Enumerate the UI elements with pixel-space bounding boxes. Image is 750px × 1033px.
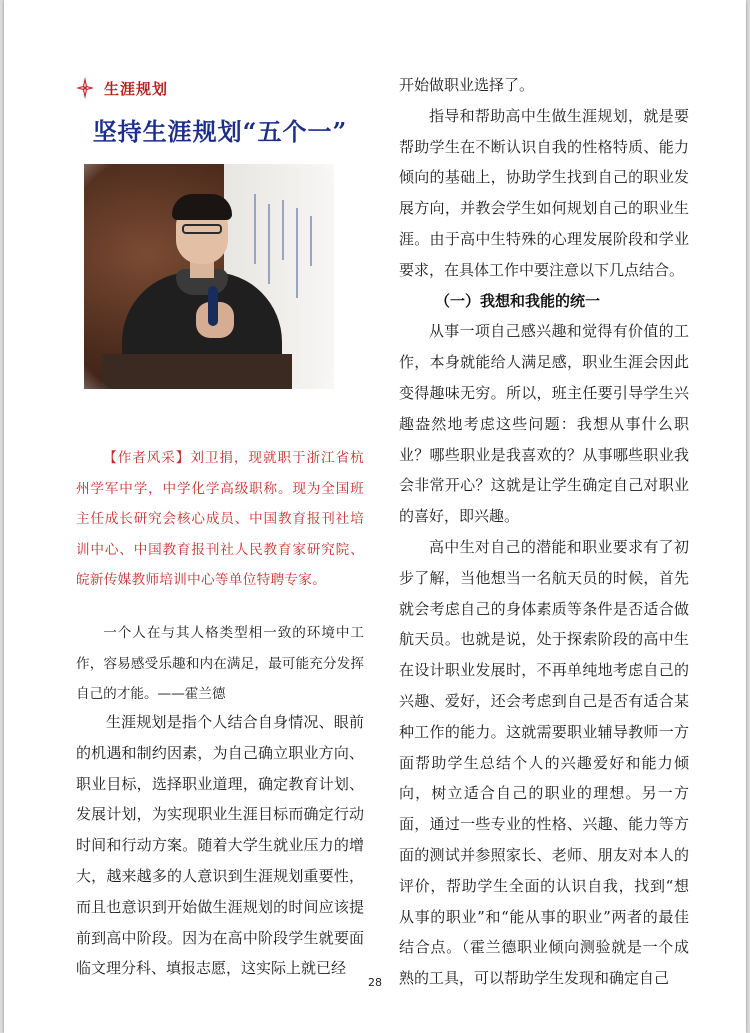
continuation-line: 开始做职业选择了。 <box>399 76 535 94</box>
author-photo <box>84 164 334 389</box>
subheading: （一）我想和我能的统一 <box>435 291 601 310</box>
document-page <box>4 0 746 1033</box>
microphone <box>208 286 218 326</box>
epigraph-quote: 一个人在与其人格类型相一致的环境中工作，容易感受乐趣和内在满足，最可能充分发挥自己的才能。——霍兰德 <box>76 625 364 703</box>
body-paragraph: 高中生对自己的潜能和职业要求有了初步了解，当他想当一名航天员的时候，首先就会考虑自己的身体素质等条件是否适合做航天员。也就是说，处于探索阶段的高中生在设计职业发展时，不再单纯地考虑自己的兴趣、爱好，还会考虑到自己是否有适合某种工作的能力。这就需要职业辅导教师一方面帮助学生总结个人的兴趣爱好和能力倾向，树立适合自己的职业的理想。另一方面，通过一些专业的性格、兴趣、能力等方面的测试并参照家长、老师、朋友对本人的评价，帮助学生全面的认识自我，找到“想从事的职业”和“能从事的职业”两者的最佳结合点。（霍兰德职业倾向测验就是一个成熟的工具，可以帮助学生发现和确定自己 <box>399 537 689 988</box>
red-four-point-star-icon <box>76 77 94 99</box>
section-label: 生涯规划 <box>104 79 169 98</box>
body-paragraph: 从事一项自己感兴趣和觉得有价值的工作，本身就能给人满足感，职业生涯会因此变得趣味无穷。所以，班主任要引导学生兴趣盎然地考虑这些问题：我想从事什么职业？哪些职业是我喜欢的？从事哪些职业我会非常开心？这就是让学生确定自己对职业的喜好，即兴趣。 <box>399 322 689 526</box>
section-tag <box>76 76 168 100</box>
body-paragraph: 指导和帮助高中生做生涯规划，就是要帮助学生在不断认识自我的性格特质、能力倾向的基础上，协助学生找到自己的职业发展方向，并教会学生如何规划自己的职业生涯。由于高中生特殊的心理发展阶段和学业要求，在具体工作中要注意以下几点结合。 <box>399 106 689 279</box>
left-column-body <box>76 707 364 984</box>
lectern <box>102 354 292 389</box>
glasses <box>182 224 222 234</box>
right-column-body <box>399 70 689 994</box>
page-number: 28 <box>368 976 382 989</box>
article-title: 坚持生涯规划“五个一” <box>92 117 348 146</box>
author-bio: 【作者风采】刘卫捐，现就职于浙江省杭州学军中学，中学化学高级职称。现为全国班主任成长研究会核心成员、中国教育报刊社培训中心、中国教育报刊社人民教育家研究院、皖新传媒教师培训中心等单位特聘专家。 <box>76 450 364 589</box>
body-paragraph: 生涯规划是指个人结合自身情况、眼前的机遇和制约因素，为自己确立职业方向、职业目标，选择职业道理，确定教育计划、发展计划，为实现职业生涯目标而确定行动时间和行动方案。随着大学生就业压力的增大，越来越多的人意识到生涯规划重要性，而且也意识到开始做生涯规划的时间应该提前到高中阶段。因为在高中阶段学生就要面临文理分科、填报志愿，这实际上就已经 <box>76 713 364 978</box>
